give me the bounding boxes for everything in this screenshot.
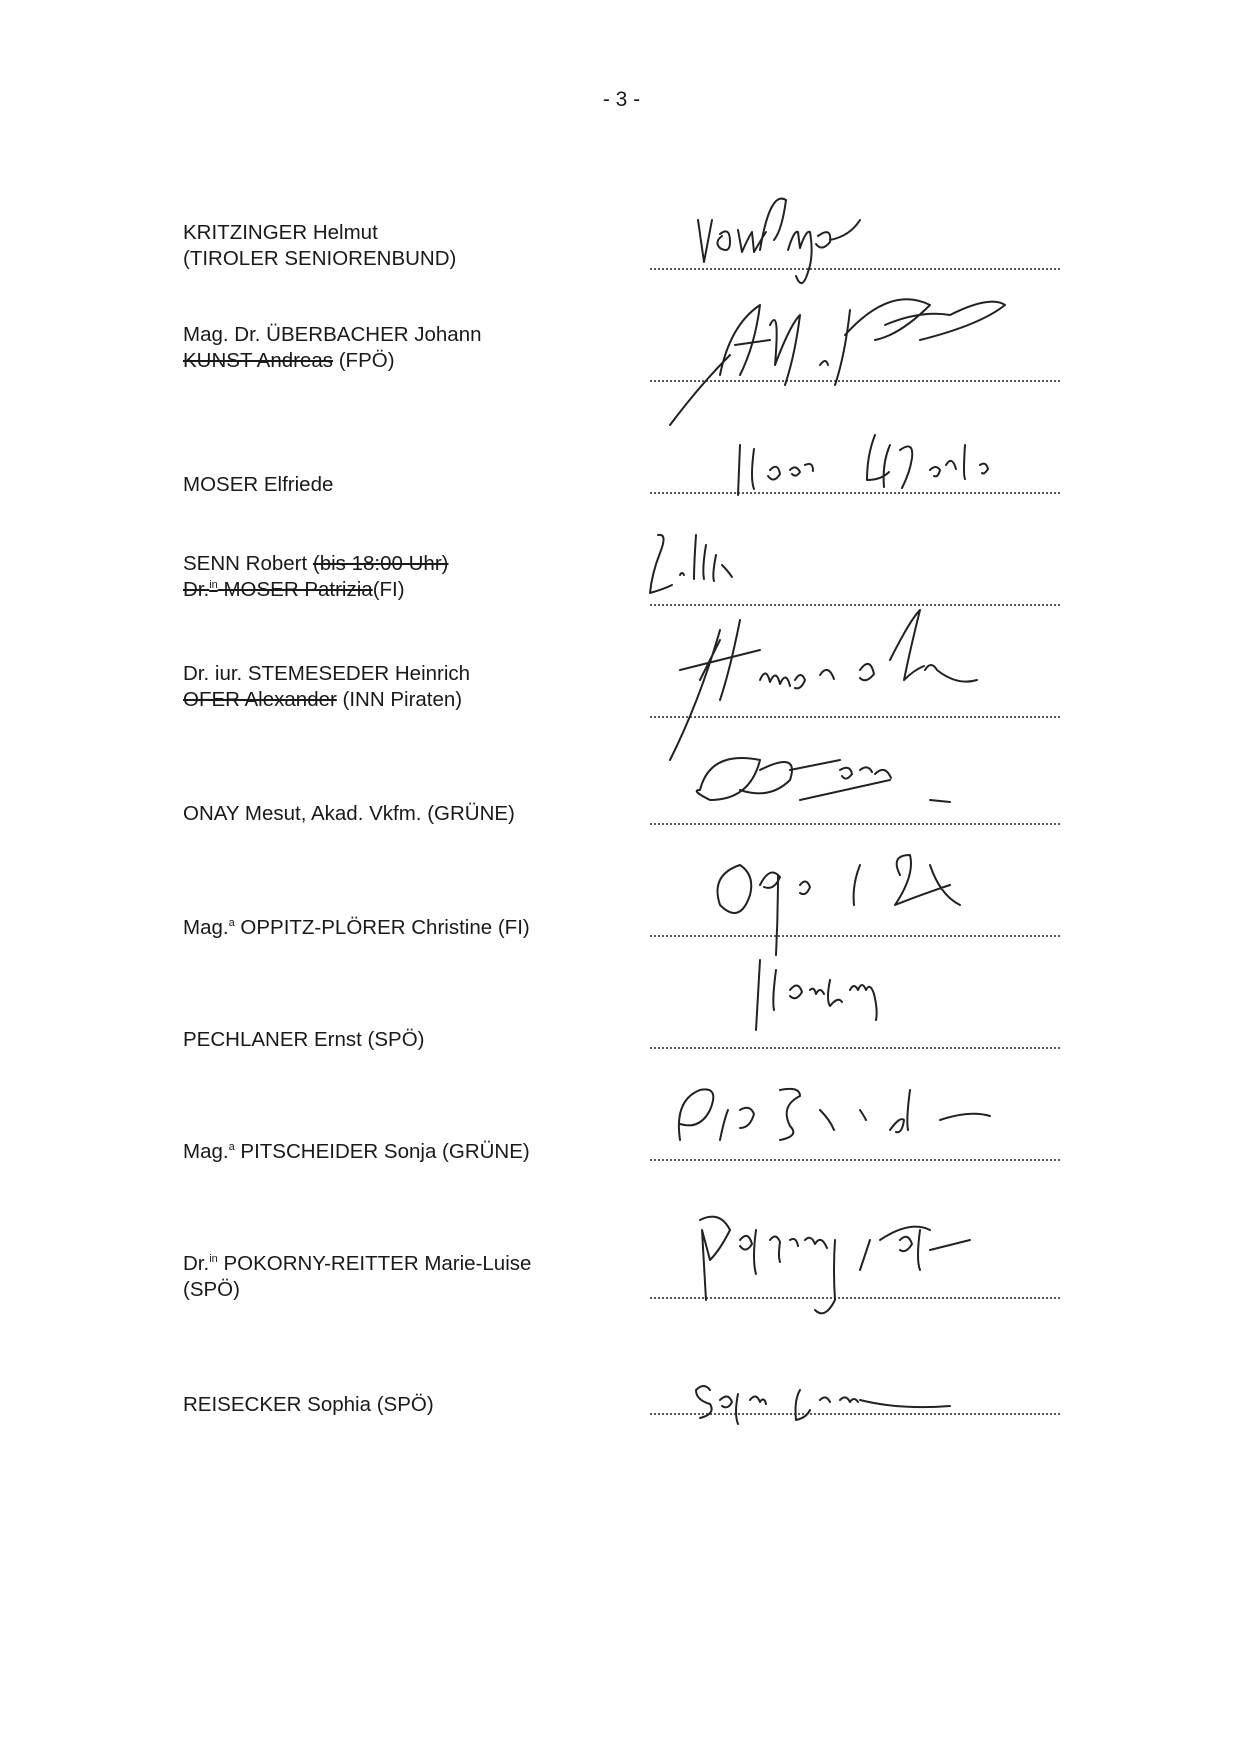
signature-line bbox=[650, 823, 1060, 825]
signatory-name: SENN Robert bbox=[183, 552, 313, 575]
signatory-entry bbox=[183, 1027, 425, 1053]
signatory-party: (TIROLER SENIORENBUND) bbox=[183, 247, 457, 270]
signature-kritzinger bbox=[690, 190, 990, 280]
signatory-name: Dr. iur. STEMESEDER Heinrich bbox=[183, 662, 471, 685]
signatory-name: Mag. Dr. ÜBERBACHER Johann bbox=[183, 323, 482, 346]
signatory-name: ONAY Mesut, Akad. Vkfm. (GRÜNE) bbox=[183, 802, 515, 825]
signatory-name: MOSER Elfriede bbox=[183, 473, 334, 496]
signatory-name: Mag.$^a$ OPPITZ-PLÖRER Christine (FI) bbox=[183, 916, 530, 939]
signatory-substitute-line bbox=[183, 577, 448, 603]
signatory-name: KRITZINGER Helmut bbox=[183, 221, 378, 244]
signatory-entry bbox=[183, 472, 333, 498]
signatory-entry bbox=[183, 220, 456, 272]
signatory-entry bbox=[183, 1251, 531, 1303]
signatory-name: Dr.$^{in}$ POKORNY-REITTER Marie-Luise bbox=[183, 1252, 532, 1275]
struck-name: KUNST Andreas bbox=[183, 349, 334, 372]
signatory-party: (INN Piraten) bbox=[336, 688, 463, 711]
signatory-party: (FI) bbox=[372, 578, 405, 601]
struck-time-note: (bis 18:00 Uhr) bbox=[312, 552, 449, 575]
signatory-entry bbox=[183, 915, 530, 941]
signatory-entry bbox=[183, 801, 515, 827]
signatory-name-line bbox=[183, 551, 448, 577]
struck-name: Dr.$^{in}$ MOSER Patrizia bbox=[183, 578, 373, 601]
signatory-name: REISECKER Sophia (SPÖ) bbox=[183, 1393, 434, 1416]
signature-pechlaner bbox=[740, 950, 1040, 1040]
signatory-entry bbox=[183, 661, 470, 713]
signatory-entry bbox=[183, 551, 448, 603]
signature-pokorny-reitter bbox=[680, 1200, 1060, 1340]
signatory-substitute-line bbox=[183, 687, 470, 713]
signatory-entry bbox=[183, 322, 482, 374]
signatory-party: (SPÖ) bbox=[183, 1278, 240, 1301]
signature-moser-elfriede bbox=[730, 425, 1030, 505]
signatory-substitute-line bbox=[183, 348, 482, 374]
signatory-name: Mag.$^a$ PITSCHEIDER Sonja (GRÜNE) bbox=[183, 1140, 530, 1163]
signature-reisecker bbox=[700, 1370, 1030, 1430]
signature-line bbox=[650, 1047, 1060, 1049]
signature-oppitz-ploerer bbox=[700, 835, 1030, 955]
page-number: - 3 - bbox=[602, 88, 641, 111]
signatory-name: PECHLANER Ernst (SPÖ) bbox=[183, 1028, 425, 1051]
signature-onay bbox=[690, 730, 990, 810]
struck-name: OFER Alexander bbox=[183, 688, 337, 711]
signatory-entry bbox=[183, 1392, 434, 1418]
signatory-entry bbox=[183, 1139, 530, 1165]
signatory-party: (FPÖ) bbox=[333, 349, 395, 372]
signature-pitscheider bbox=[660, 1060, 1060, 1170]
